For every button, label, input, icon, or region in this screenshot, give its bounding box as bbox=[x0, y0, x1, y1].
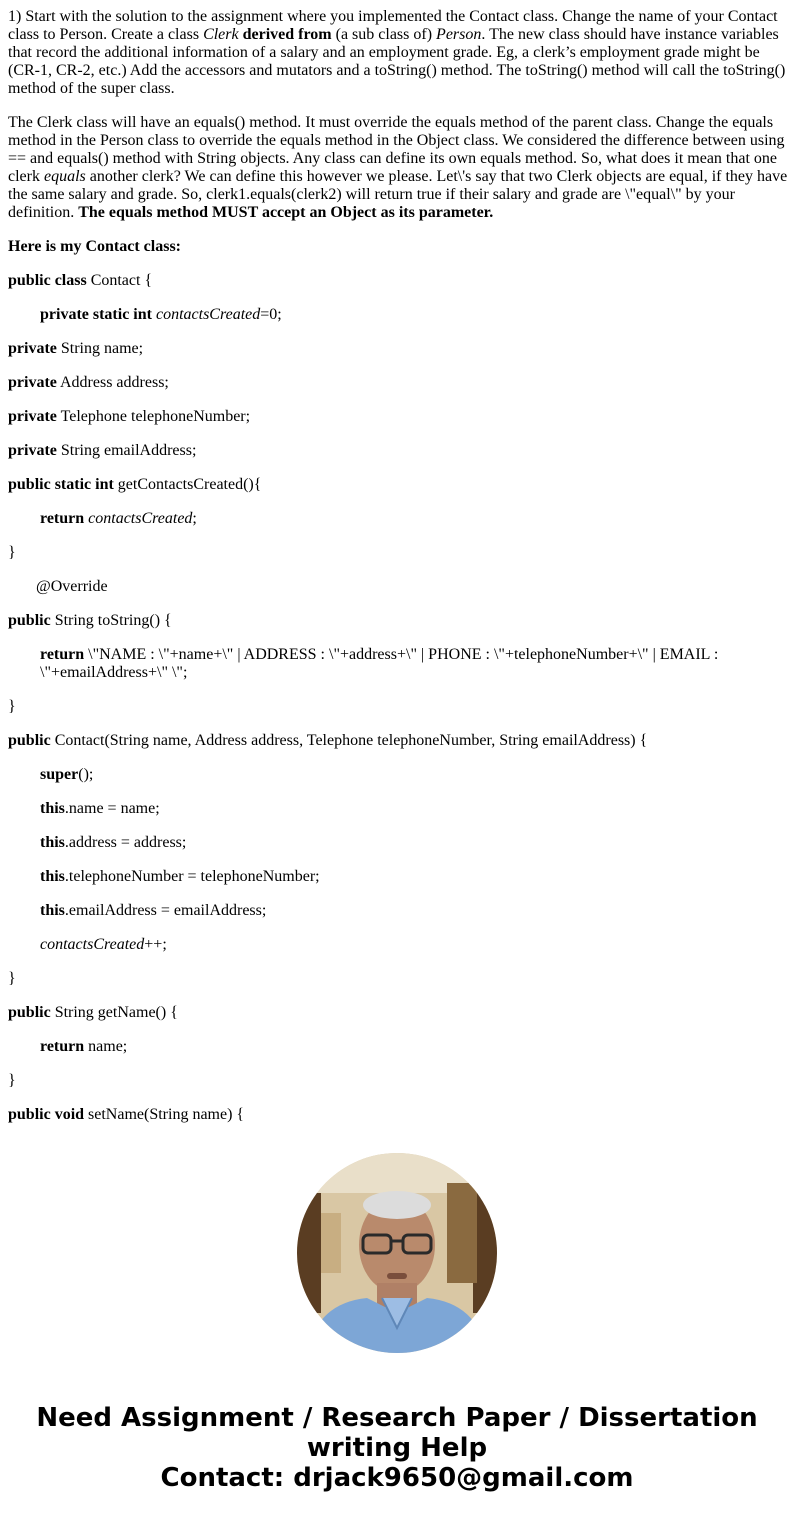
author-photo bbox=[297, 1153, 497, 1353]
footer-line-2: writing Help bbox=[306, 1433, 488, 1463]
code-line: private static int contactsCreated=0; bbox=[40, 306, 282, 323]
contact-footer bbox=[0, 1403, 794, 1493]
code-line: public void setName(String name) { bbox=[8, 1106, 245, 1123]
code-line: private Address address; bbox=[8, 374, 169, 391]
code-line: return \"NAME : \"+name+\" | ADDRESS : \"+address+\" | PHONE : \"+telephoneNumber+\" | EMAIL : \"+emailAddress+\" \"; bbox=[40, 646, 719, 681]
p2-text: The Clerk class will have an equals() method. It must override the equals method of the parent class. Change the equals method in the Person class to override the equals method in the Object class. We considered the difference between using == and equals() method with String objects. Any class can define its own equals method. So, what does it mean that one clerk bbox=[8, 114, 785, 185]
code-line: private String name; bbox=[8, 340, 144, 357]
code-line: return name; bbox=[40, 1038, 128, 1055]
assignment-paragraph-2 bbox=[8, 114, 788, 222]
code-line: public String toString() { bbox=[8, 612, 172, 629]
code-line: } bbox=[8, 970, 16, 987]
code-line: } bbox=[8, 544, 16, 561]
p1-person: Person bbox=[436, 26, 482, 43]
code-line: public static int getContactsCreated(){ bbox=[8, 476, 262, 493]
code-line: contactsCreated++; bbox=[40, 936, 167, 953]
assignment-paragraph-1 bbox=[8, 8, 788, 98]
footer-contact-email: Contact: drjack9650@gmail.com bbox=[160, 1463, 634, 1493]
p1-text-3: . The new class should have instance variables that record the additional information of a salary and an employment grade. Eg, a clerk’s employment grade might be (CR-1, CR-2, etc.) Add the accessors and mutators and a toString() method. The toString() method will call the toString() method of the super class. bbox=[8, 26, 786, 97]
code-line: public String getName() { bbox=[8, 1004, 178, 1021]
code-line: public Contact(String name, Address address, Telephone telephoneNumber, String emailAddress) { bbox=[8, 732, 648, 749]
p2-bold-note: The equals method MUST accept an Object as its parameter. bbox=[78, 204, 494, 221]
p1-derived: derived from bbox=[238, 26, 332, 43]
p2-text-2: another clerk? We can define this however we please. Let\'s say that two Clerk objects are equal, if they have the same salary and grade. So, clerk1.equals(clerk2) will return true if their salary and grade are \"equal\" by your definition. bbox=[8, 168, 788, 221]
code-line: private Telephone telephoneNumber; bbox=[8, 408, 251, 425]
code-line: this.emailAddress = emailAddress; bbox=[40, 902, 267, 919]
p1-text: 1) Start with the solution to the assignment where you implemented the Contact class. Change the name of your Contact class to Person. Create a class bbox=[8, 8, 778, 43]
code-line: this.address = address; bbox=[40, 834, 187, 851]
code-line: private String emailAddress; bbox=[8, 442, 197, 459]
code-line: super(); bbox=[40, 766, 94, 783]
p2-equals: equals bbox=[43, 168, 86, 185]
p1-text-2: (a sub class of) bbox=[331, 26, 437, 43]
p1-clerk: Clerk bbox=[203, 26, 239, 43]
document-body bbox=[8, 8, 788, 1140]
code-line: @Override bbox=[36, 578, 108, 595]
code-heading: Here is my Contact class: bbox=[8, 238, 181, 255]
code-listing bbox=[8, 272, 788, 1124]
footer-line-1: Need Assignment / Research Paper / Dissertation bbox=[36, 1403, 758, 1433]
code-line: } bbox=[8, 1072, 16, 1089]
code-line: } bbox=[8, 698, 16, 715]
code-line: return contactsCreated; bbox=[40, 510, 197, 527]
code-line: this.telephoneNumber = telephoneNumber; bbox=[40, 868, 320, 885]
code-line: this.name = name; bbox=[40, 800, 160, 817]
code-line: public class Contact { bbox=[8, 272, 153, 289]
